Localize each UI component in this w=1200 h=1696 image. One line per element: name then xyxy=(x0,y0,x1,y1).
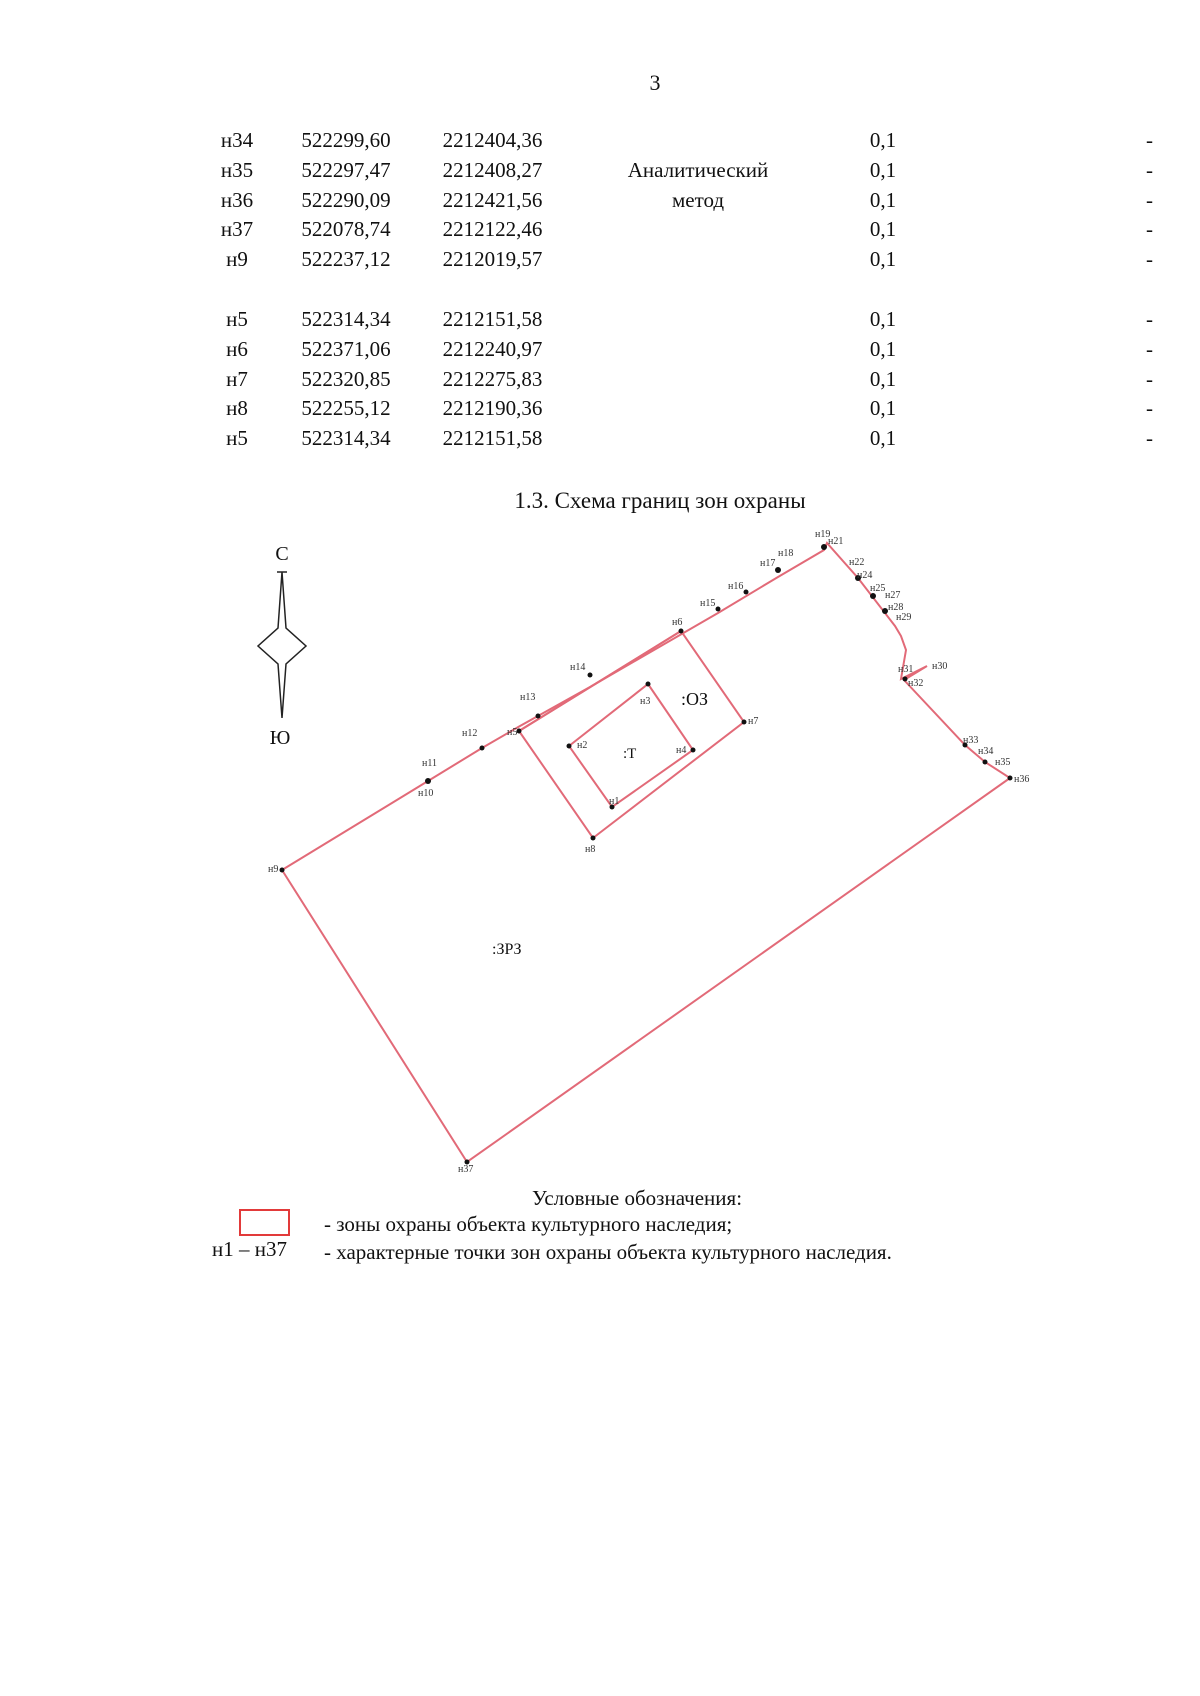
x-coordinate-cell: 522314,34 xyxy=(301,306,391,331)
point-label: н25 xyxy=(870,583,886,594)
accuracy-cell: 0,1 xyxy=(869,217,897,242)
point-marker xyxy=(646,682,651,687)
point-marker xyxy=(744,590,749,595)
x-coordinate-cell: 522255,12 xyxy=(301,396,391,421)
point-label: н33 xyxy=(963,735,979,746)
accuracy-cell: 0,1 xyxy=(869,128,897,152)
point-marker xyxy=(425,778,431,784)
y-coordinate-cell: 2212190,36 xyxy=(442,396,543,421)
point-name-cell: н9 xyxy=(226,247,248,272)
point-name-cell: н36 xyxy=(220,187,254,212)
point-label: н13 xyxy=(520,692,536,703)
point-marker xyxy=(679,629,684,634)
x-coordinate-cell: 522237,12 xyxy=(301,247,391,272)
point-marker xyxy=(280,868,285,873)
accuracy-cell: 0,1 xyxy=(869,306,897,331)
section-title: 1.3. Схема границ зон охраны xyxy=(514,488,806,513)
point-marker xyxy=(742,720,747,725)
point-label: н15 xyxy=(700,598,716,609)
point-marker xyxy=(691,748,696,753)
point-name-cell: н8 xyxy=(226,396,248,421)
dash-cell: - xyxy=(1146,187,1153,212)
point-name-cell: н7 xyxy=(226,366,248,391)
oz-top-edge xyxy=(519,631,681,731)
accuracy-cell: 0,1 xyxy=(869,247,897,272)
point-marker xyxy=(591,836,596,841)
x-coordinate-cell: 522299,60 xyxy=(301,128,391,152)
compass-north-label: С xyxy=(275,543,289,565)
zrz-boundary xyxy=(282,543,1010,1162)
point-marker xyxy=(1008,776,1013,781)
y-coordinate-cell: 2212019,57 xyxy=(442,247,543,272)
accuracy-cell: 0,1 xyxy=(869,426,897,451)
point-marker xyxy=(480,746,485,751)
north-arrow-icon xyxy=(258,572,306,718)
y-coordinate-cell: 2212122,46 xyxy=(442,217,543,242)
point-label: н4 xyxy=(676,745,687,756)
x-coordinate-cell: 522320,85 xyxy=(301,366,391,391)
dash-cell: - xyxy=(1146,426,1153,451)
point-label: н5 xyxy=(507,727,518,738)
point-label: н8 xyxy=(585,844,596,855)
dash-cell: - xyxy=(1146,366,1153,391)
y-coordinate-cell: 2212151,58 xyxy=(442,306,543,331)
point-label: н32 xyxy=(908,678,924,689)
point-name-cell: н37 xyxy=(220,217,254,242)
point-marker xyxy=(567,744,572,749)
dash-cell: - xyxy=(1146,396,1153,421)
point-label: н18 xyxy=(778,548,794,559)
point-name-cell: н35 xyxy=(220,157,254,182)
zone-legend-swatch xyxy=(239,1209,290,1236)
point-label: н17 xyxy=(760,558,776,569)
point-label: н21 xyxy=(828,536,844,547)
legend-point-range: н1 – н37 xyxy=(212,1237,287,1261)
x-coordinate-cell: 522314,34 xyxy=(301,426,391,451)
point-label: н24 xyxy=(857,570,873,581)
point-name-cell: н5 xyxy=(226,426,248,451)
dash-cell: - xyxy=(1146,247,1153,272)
point-label: н27 xyxy=(885,590,901,601)
point-name-cell: н5 xyxy=(226,306,248,331)
point-label: н7 xyxy=(748,716,759,727)
point-label: н14 xyxy=(570,662,586,673)
point-label: н35 xyxy=(995,757,1011,768)
point-label: н10 xyxy=(418,788,434,799)
point-label: н19 xyxy=(815,529,831,540)
point-label: н11 xyxy=(422,758,437,769)
point-marker xyxy=(903,677,908,682)
legend-title: Условные обозначения: xyxy=(532,1186,743,1210)
point-label: н9 xyxy=(268,864,279,875)
point-label: н1 xyxy=(609,796,620,807)
point-label: н16 xyxy=(728,581,744,592)
accuracy-cell: 0,1 xyxy=(869,157,897,182)
dash-cell: - xyxy=(1146,306,1153,331)
legend-points-text: - характерные точки зон охраны объекта культурного наследия. xyxy=(324,1240,892,1264)
point-marker xyxy=(821,544,827,550)
x-coordinate-cell: 522290,09 xyxy=(301,187,391,212)
point-label: н37 xyxy=(458,1164,474,1175)
point-marker xyxy=(775,567,781,573)
x-coordinate-cell: 522297,47 xyxy=(301,157,391,182)
x-coordinate-cell: 522371,06 xyxy=(301,336,391,361)
page-number: 3 xyxy=(649,70,661,95)
legend-zones-text: - зоны охраны объекта культурного наследия; xyxy=(324,1212,733,1236)
point-label: н29 xyxy=(896,612,912,623)
dash-cell: - xyxy=(1146,217,1153,242)
accuracy-cell: 0,1 xyxy=(869,366,897,391)
point-label: н30 xyxy=(932,661,948,672)
point-label: н12 xyxy=(462,728,478,739)
point-label: н28 xyxy=(888,602,904,613)
y-coordinate-cell: 2212240,97 xyxy=(442,336,543,361)
point-label: н2 xyxy=(577,740,588,751)
point-marker xyxy=(983,760,988,765)
accuracy-cell: 0,1 xyxy=(869,396,897,421)
point-name-cell: н34 xyxy=(220,128,254,152)
dash-cell: - xyxy=(1146,157,1153,182)
method-cell: Аналитический xyxy=(627,157,769,182)
zone-label-zrz: :ЗРЗ xyxy=(492,941,522,958)
y-coordinate-cell: 2212408,27 xyxy=(442,157,543,182)
point-label: н22 xyxy=(849,557,865,568)
zone-label-oz: :ОЗ xyxy=(681,689,709,709)
point-marker xyxy=(588,673,593,678)
point-label: н6 xyxy=(672,617,683,628)
y-coordinate-cell: 2212404,36 xyxy=(442,128,543,152)
point-label: н3 xyxy=(640,696,651,707)
y-coordinate-cell: 2212275,83 xyxy=(442,366,543,391)
accuracy-cell: 0,1 xyxy=(869,187,897,212)
point-name-cell: н6 xyxy=(226,336,248,361)
y-coordinate-cell: 2212151,58 xyxy=(442,426,543,451)
point-marker xyxy=(536,714,541,719)
dash-cell: - xyxy=(1146,128,1153,152)
zone-label-t: :Т xyxy=(623,746,637,762)
method-cell: метод xyxy=(671,187,725,212)
compass-south-label: Ю xyxy=(269,727,291,749)
point-label: н31 xyxy=(898,664,914,675)
point-label: н36 xyxy=(1014,774,1030,785)
point-marker xyxy=(716,607,721,612)
dash-cell: - xyxy=(1146,336,1153,361)
y-coordinate-cell: 2212421,56 xyxy=(442,187,543,212)
accuracy-cell: 0,1 xyxy=(869,336,897,361)
x-coordinate-cell: 522078,74 xyxy=(301,217,391,242)
point-label: н34 xyxy=(978,746,994,757)
